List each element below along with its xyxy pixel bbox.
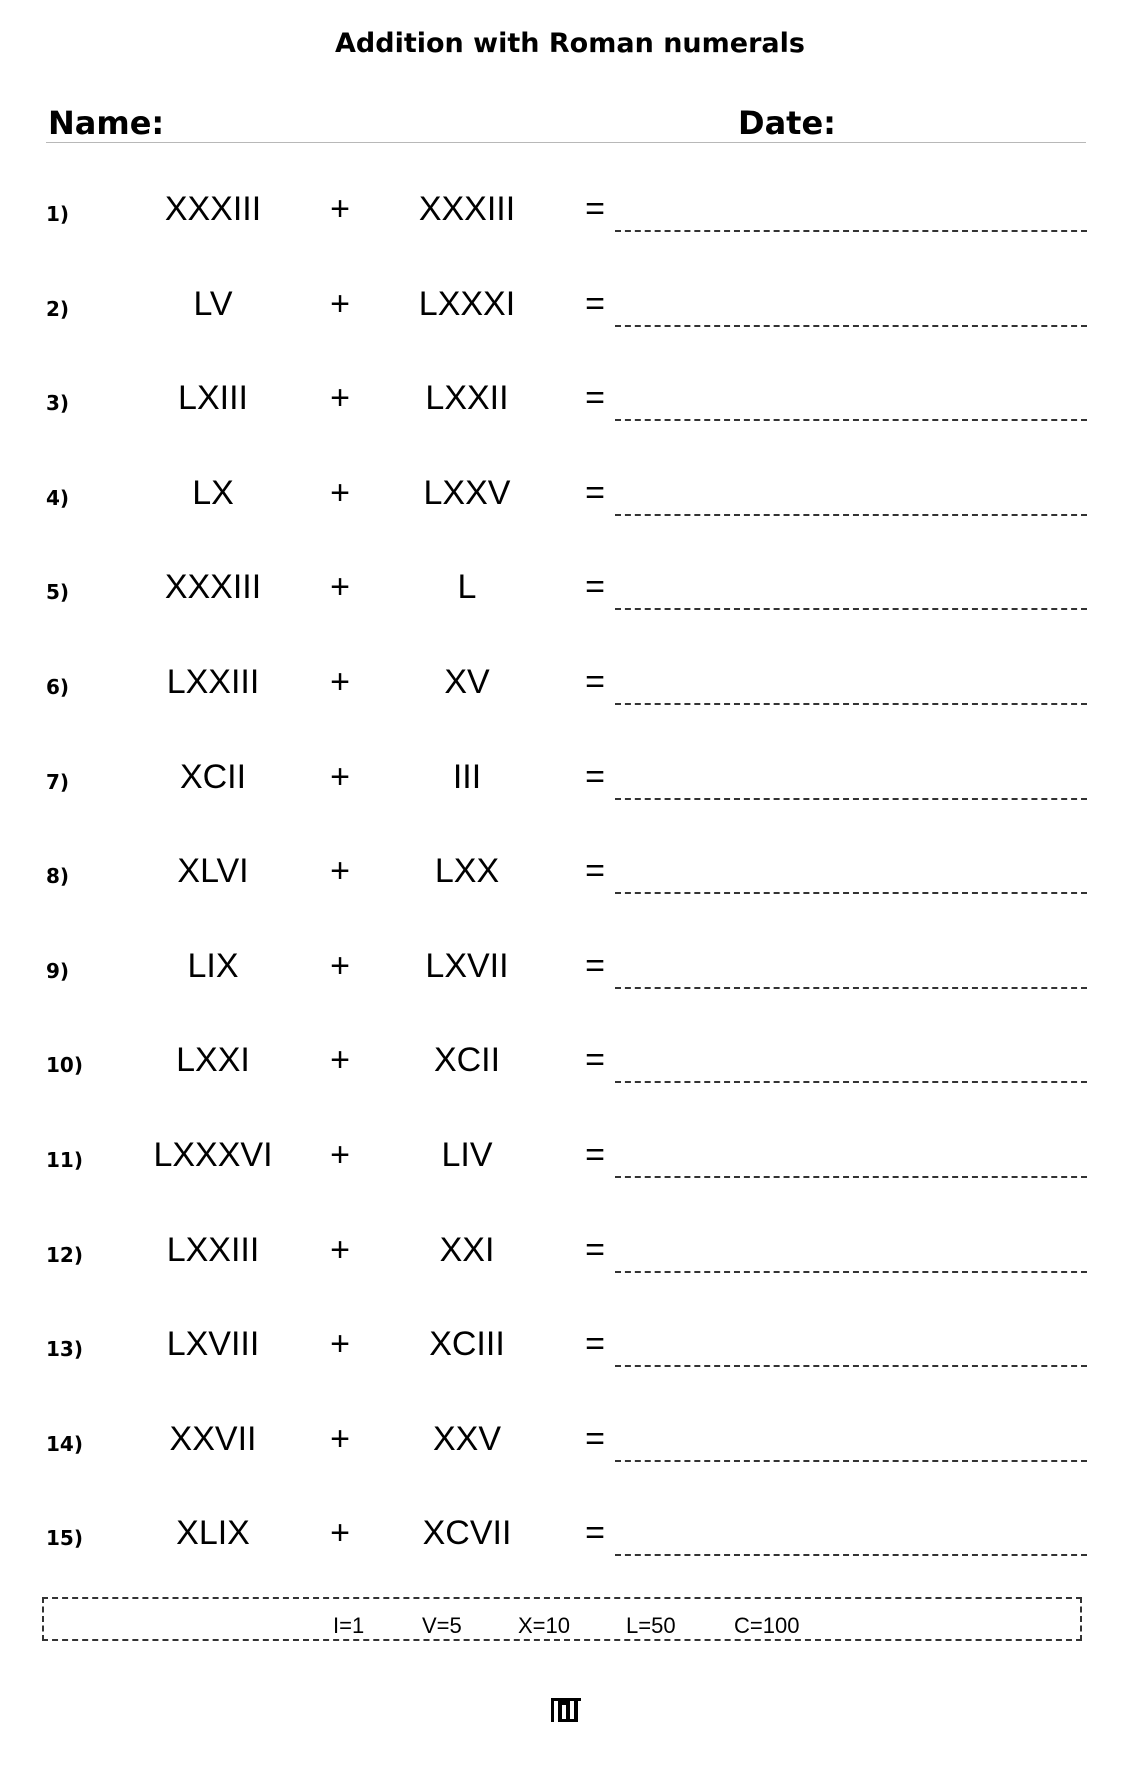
first-addend: LXXI bbox=[176, 1041, 250, 1080]
second-addend: XCII bbox=[433, 1041, 501, 1080]
equals-sign: = bbox=[585, 852, 605, 891]
problem-row bbox=[0, 633, 1140, 728]
equals-sign: = bbox=[585, 284, 605, 323]
plus-sign: + bbox=[330, 757, 350, 796]
equals-sign: = bbox=[585, 1419, 605, 1458]
first-addend: LX bbox=[192, 473, 234, 512]
plus-sign: + bbox=[330, 190, 350, 228]
answer-line[interactable] bbox=[615, 1271, 1087, 1273]
problem-row bbox=[0, 1390, 1140, 1485]
key-item-x: X=10 bbox=[518, 1613, 570, 1638]
equals-sign: = bbox=[585, 379, 605, 418]
name-label: Name: bbox=[48, 104, 165, 142]
answer-line[interactable] bbox=[615, 230, 1087, 232]
problem-row bbox=[0, 1201, 1140, 1296]
equals-sign: = bbox=[585, 1230, 605, 1269]
plus-sign: + bbox=[330, 662, 350, 701]
plus-sign: + bbox=[330, 852, 350, 891]
problem-row bbox=[0, 728, 1140, 823]
problem-row bbox=[0, 160, 1140, 255]
second-addend: XCVII bbox=[422, 1514, 512, 1553]
key-item-l: L=50 bbox=[626, 1613, 676, 1638]
answer-line[interactable] bbox=[615, 514, 1087, 516]
equals-sign: = bbox=[585, 946, 605, 985]
first-addend: XXXIII bbox=[164, 568, 262, 607]
plus-sign: + bbox=[330, 1325, 350, 1364]
second-addend: LXXXI bbox=[418, 284, 516, 323]
key-item-i: I=1 bbox=[333, 1613, 365, 1638]
plus-sign: + bbox=[330, 946, 350, 985]
problem-row bbox=[0, 255, 1140, 350]
answer-line[interactable] bbox=[615, 1365, 1087, 1367]
first-addend: LV bbox=[193, 284, 233, 323]
plus-sign: + bbox=[330, 1514, 350, 1553]
problem-number: 10) bbox=[46, 1053, 83, 1078]
answer-line[interactable] bbox=[615, 419, 1087, 421]
second-addend: III bbox=[452, 757, 482, 796]
answer-line[interactable] bbox=[615, 892, 1087, 894]
first-addend: XXVII bbox=[169, 1419, 257, 1458]
second-addend: XCIII bbox=[429, 1325, 505, 1364]
answer-line[interactable] bbox=[615, 1460, 1087, 1462]
second-addend: LXX bbox=[434, 852, 500, 891]
second-addend: LIV bbox=[441, 1135, 493, 1174]
first-addend: LXXIII bbox=[166, 662, 260, 701]
second-addend: XXI bbox=[439, 1230, 495, 1269]
problem-number: 3) bbox=[46, 391, 70, 416]
problem-number: 12) bbox=[46, 1242, 83, 1267]
problem-number: 11) bbox=[46, 1147, 83, 1172]
problem-number: 7) bbox=[46, 769, 70, 794]
problem-number: 1) bbox=[46, 202, 70, 226]
problem-number: 5) bbox=[46, 580, 70, 605]
problem-number: 15) bbox=[46, 1526, 83, 1551]
problem-row bbox=[0, 1011, 1140, 1106]
worksheet-title: Addition with Roman numerals bbox=[335, 28, 805, 59]
equals-sign: = bbox=[585, 1135, 605, 1174]
second-addend: LXVII bbox=[425, 946, 509, 985]
answer-line[interactable] bbox=[615, 1554, 1087, 1556]
problem-number: 8) bbox=[46, 864, 70, 889]
equals-sign: = bbox=[585, 1041, 605, 1080]
date-label: Date: bbox=[738, 104, 836, 142]
problem-list bbox=[0, 160, 1140, 1579]
plus-sign: + bbox=[330, 284, 350, 323]
header-divider bbox=[46, 142, 1086, 143]
problem-row bbox=[0, 1106, 1140, 1201]
first-addend: XLVI bbox=[177, 852, 249, 891]
problem-number: 14) bbox=[46, 1431, 83, 1456]
problem-row bbox=[0, 917, 1140, 1012]
answer-line[interactable] bbox=[615, 325, 1087, 327]
plus-sign: + bbox=[330, 473, 350, 512]
equals-sign: = bbox=[585, 473, 605, 512]
second-addend: XXV bbox=[432, 1419, 502, 1458]
numeral-key-box bbox=[42, 1597, 1082, 1641]
answer-line[interactable] bbox=[615, 798, 1087, 800]
second-addend: XXXIII bbox=[418, 190, 516, 228]
problem-number: 13) bbox=[46, 1337, 83, 1362]
first-addend: LXVIII bbox=[166, 1325, 260, 1364]
answer-line[interactable] bbox=[615, 1176, 1087, 1178]
second-addend: LXXII bbox=[425, 379, 509, 418]
first-addend: LXIII bbox=[178, 379, 248, 418]
first-addend: XLIX bbox=[176, 1514, 250, 1553]
equals-sign: = bbox=[585, 1514, 605, 1553]
plus-sign: + bbox=[330, 1419, 350, 1458]
problem-row bbox=[0, 349, 1140, 444]
problem-number: 4) bbox=[46, 485, 70, 510]
problem-row bbox=[0, 1295, 1140, 1390]
problem-number: 6) bbox=[46, 674, 70, 699]
equals-sign: = bbox=[585, 190, 605, 228]
equals-sign: = bbox=[585, 757, 605, 796]
answer-line[interactable] bbox=[615, 1081, 1087, 1083]
problem-number: 2) bbox=[46, 296, 70, 321]
equals-sign: = bbox=[585, 1325, 605, 1364]
first-addend: LXXXVI bbox=[153, 1135, 273, 1174]
plus-sign: + bbox=[330, 379, 350, 418]
equals-sign: = bbox=[585, 662, 605, 701]
first-addend: XXXIII bbox=[164, 190, 262, 228]
problem-row bbox=[0, 538, 1140, 633]
second-addend: LXXV bbox=[423, 473, 511, 512]
key-item-v: V=5 bbox=[422, 1613, 462, 1638]
problem-row bbox=[0, 444, 1140, 539]
equals-sign: = bbox=[585, 568, 605, 607]
first-addend: LXXIII bbox=[166, 1230, 260, 1269]
second-addend: XV bbox=[444, 662, 490, 701]
problem-number: 9) bbox=[46, 958, 70, 983]
first-addend: LIX bbox=[187, 946, 239, 985]
worksheet-logo-icon bbox=[551, 1696, 581, 1724]
key-item-c: C=100 bbox=[734, 1613, 800, 1638]
plus-sign: + bbox=[330, 1041, 350, 1080]
answer-line[interactable] bbox=[615, 703, 1087, 705]
plus-sign: + bbox=[330, 1135, 350, 1174]
problem-row bbox=[0, 1484, 1140, 1579]
plus-sign: + bbox=[330, 568, 350, 607]
answer-line[interactable] bbox=[615, 987, 1087, 989]
second-addend: L bbox=[457, 568, 477, 607]
answer-line[interactable] bbox=[615, 608, 1087, 610]
problem-row bbox=[0, 822, 1140, 917]
first-addend: XCII bbox=[179, 757, 247, 796]
plus-sign: + bbox=[330, 1230, 350, 1269]
